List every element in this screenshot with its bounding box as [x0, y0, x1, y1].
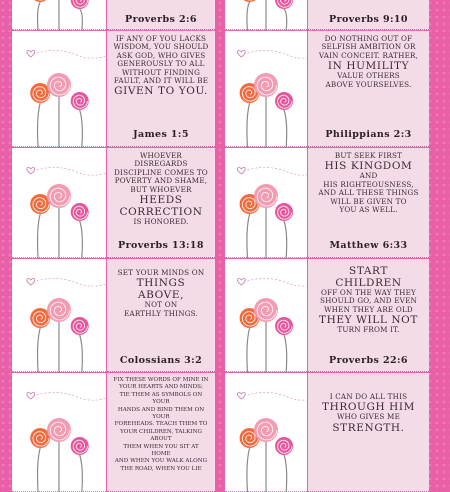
verse-card-philippians-2-3 — [308, 31, 429, 147]
verse-reference: Proverbs 9:10 — [308, 14, 429, 25]
verse-reference: Proverbs 2:6 — [107, 14, 215, 25]
heart-icon — [27, 167, 35, 174]
dotted-trail-icon — [37, 50, 117, 58]
flower-stem — [80, 335, 83, 374]
flower-stem — [38, 214, 41, 260]
flower-cluster-icon — [225, 259, 307, 372]
verse-text: SET YOUR MINDS ON THINGS ABOVE, NOT ON EARTHLY THINGS. — [113, 269, 209, 318]
verse-card-matthew-6-33 — [308, 148, 429, 258]
flower-stem — [38, 328, 41, 374]
flower-card — [225, 373, 307, 492]
flower-card — [12, 31, 106, 147]
verse-reference: Colossians 3:2 — [107, 355, 215, 366]
flower-card — [12, 373, 106, 492]
flower-cluster-icon — [225, 373, 307, 492]
verse-reference: Matthew 6:33 — [308, 240, 429, 251]
flower-stem — [38, 2, 41, 32]
flower-cluster-icon — [225, 0, 307, 30]
flower-cluster-icon — [225, 31, 307, 147]
flower-card — [225, 0, 307, 30]
flower-cluster-icon — [225, 148, 307, 258]
flower-card — [12, 148, 106, 258]
flower-stem — [38, 448, 41, 492]
flower-stem — [247, 448, 250, 492]
verse-card-james-1-5 — [107, 31, 215, 147]
flower-stem — [80, 9, 83, 32]
heart-icon — [238, 278, 246, 285]
verse-text: WHOEVER DISREGARDS DISCIPLINE COMES TO POVERTY AND SHAME, BUT WHOEVER HEEDS CORRECTION IS HONORED. — [113, 152, 209, 226]
flower-stem — [247, 214, 250, 260]
verse-text: START CHILDREN OFF ON THE WAY THEY SHOULD GO, AND EVEN WHEN THEY ARE OLD THEY WILL NOT TURN FROM IT. — [314, 265, 423, 335]
verse-reference: Proverbs 22:6 — [308, 355, 429, 366]
verse-text: IF ANY OF YOU LACKS WISDOM, YOU SHOULD ASK GOD, WHO GIVES GENEROUSLY TO ALL WITHOUT FINDING FAULT, AND IT WILL BE GIVEN TO YOU. — [113, 35, 209, 97]
verse-text: I CAN DO ALL THIS THROUGH HIM WHO GIVES ME STRENGTH. — [314, 393, 423, 434]
flower-stem — [247, 103, 250, 149]
verse-reference: Proverbs 13:18 — [107, 240, 215, 251]
flower-stem — [284, 221, 287, 260]
verse-card-proverbs-22-6 — [308, 259, 429, 372]
dotted-trail-icon — [37, 167, 117, 175]
flower-cluster-icon — [12, 373, 106, 492]
flower-stem — [284, 455, 287, 492]
flower-stem — [38, 103, 41, 149]
flower-cluster-icon — [12, 31, 106, 147]
flower-card — [12, 259, 106, 372]
dotted-trail-icon — [37, 392, 117, 400]
flower-stem — [284, 110, 287, 149]
heart-icon — [27, 278, 35, 285]
flower-stem — [80, 455, 83, 492]
heart-icon — [238, 50, 246, 57]
flower-stem — [80, 221, 83, 260]
heart-icon — [238, 167, 246, 174]
flower-card — [12, 0, 106, 30]
heart-icon — [27, 392, 35, 399]
verse-card-proverbs-2-6 — [107, 0, 215, 30]
flower-cluster-icon — [12, 148, 106, 258]
flower-stem — [80, 110, 83, 149]
dotted-trail-icon — [37, 278, 117, 286]
flower-stem — [247, 2, 250, 32]
verse-reference: James 1:5 — [107, 129, 215, 140]
flower-cluster-icon — [12, 0, 106, 30]
verse-card-proverbs-9-10 — [308, 0, 429, 30]
flower-cluster-icon — [12, 259, 106, 372]
verse-card-proverbs-13-18 — [107, 148, 215, 258]
verse-card-colossians-3-2 — [107, 259, 215, 372]
flower-stem — [284, 9, 287, 32]
verse-text: FIX THESE WORDS OF MINE IN YOUR HEARTS AND MINDS; TIE THEM AS SYMBOLS ON YOUR HANDS AND BIND THEM ON YOUR FOREHEADS. TEACH THEM TO YOUR CHILDREN, TALKING ABOUT THEM WHEN YOU SIT AT HOME AND WHEN YOU WALK ALONG THE ROAD, WHEN YOU LIE — [113, 377, 209, 473]
flower-card — [225, 31, 307, 147]
flower-card — [225, 148, 307, 258]
verse-card-deuteronomy — [107, 373, 215, 492]
flower-stem — [247, 328, 250, 374]
verse-text: BUT SEEK FIRST HIS KINGDOM AND HIS RIGHTEOUSNESS, AND ALL THESE THINGS WILL BE GIVEN TO YOU AS WELL. — [314, 152, 423, 214]
flower-stem — [284, 335, 287, 374]
heart-icon — [238, 392, 246, 399]
verse-card-philippians-4-13 — [308, 373, 429, 492]
verse-reference: Philippians 2:3 — [308, 129, 429, 140]
flower-card — [225, 259, 307, 372]
verse-text: DO NOTHING OUT OF SELFISH AMBITION OR VAIN CONCEIT. RATHER, IN HUMILITY VALUE OTHERS ABOVE YOURSELVES. — [314, 35, 423, 89]
heart-icon — [27, 50, 35, 57]
